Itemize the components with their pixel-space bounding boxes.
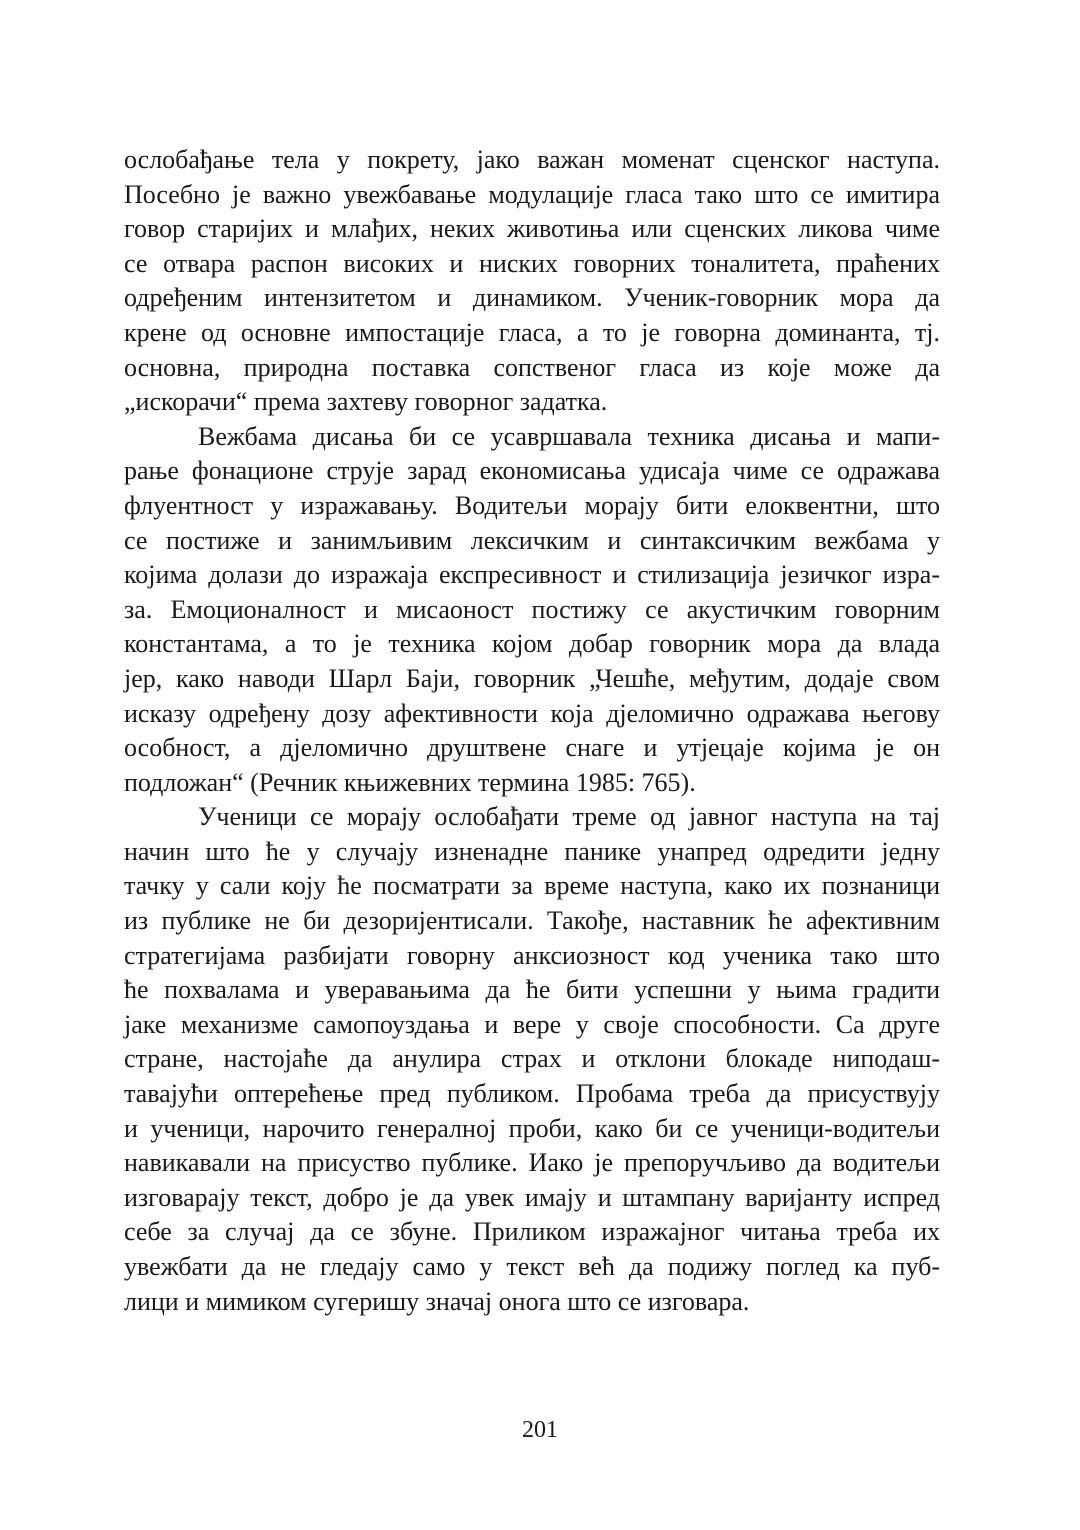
paragraph-3: [124, 800, 940, 1319]
text-line: себе за случај да се збуне. Приликом изражајног читања треба их: [124, 1217, 940, 1247]
text-line: из публике не би дезоријентисали. Такође, наставник ће афективним: [124, 906, 940, 936]
text-line: одређеним интензитетом и динамиком. Ученик-говорник мора да: [124, 283, 940, 313]
text-line: ослобађање тела у покрету, јако важан моменат сценског наступа.: [124, 145, 940, 174]
text-line: јер, како наводи Шарл Бaји, говорник „Чешће, међутим, додаје свом: [124, 663, 940, 693]
text-line: се постиже и занимљивим лексичким и синтаксичким вежбама у: [124, 525, 940, 555]
text-line: Вежбама дисања би се усавршавала техника дисања и мапи-: [198, 421, 940, 451]
text-line: тавајући оптерећење пред публиком. Пробама треба да присуствују: [124, 1079, 940, 1109]
paragraph-2: [124, 420, 940, 801]
text-line: рање фонационе струје зарад економисања удисаја чиме се одражава: [124, 456, 940, 486]
text-line: којима долази до изражаја експресивност и стилизација језичког изра-: [124, 560, 940, 590]
text-line: Ученици се морају ослобађати треме од јавног наступа на тај: [198, 802, 940, 832]
text-line: за. Емоционалност и мисаоност постижу се акустичким говорним: [124, 594, 940, 624]
text-line: и ученици, нарочито генералној проби, како би се ученици-водитељи: [124, 1113, 940, 1143]
text-line: тачку у сали коју ће посматрати за време наступа, како их познаници: [124, 871, 940, 901]
text-line: „искорачи“ према захтеву говорног задатка.: [124, 387, 608, 417]
text-line: ће похвалама и уверавањима да ће бити успешни у њима градити: [124, 975, 940, 1005]
text-line: јаке механизме самопоуздања и вере у своје способности. Са друге: [124, 1009, 940, 1039]
text-line: говор старијих и млађих, неких животиња или сценских ликова чиме: [124, 214, 940, 244]
text-line: увежбати да не гледају само у текст већ да подижу поглед ка пуб-: [124, 1252, 940, 1281]
text-line: стране, настојаће да анулира страх и отклони блокаде ниподаш-: [124, 1044, 940, 1074]
body-text: [124, 143, 940, 1319]
text-line: стратегијама разбијати говорну анксиозност код ученика тако што: [124, 940, 940, 970]
text-line: константама, а то је техника којом добар говорник мора да влада: [124, 629, 940, 659]
page-number: 201: [522, 1417, 558, 1443]
text-line: крене од основне импостације гласа, а то је говорна доминанта, тј.: [124, 317, 940, 347]
text-line: подложан“ (Речник књижевних термина 1985: 765).: [124, 767, 696, 797]
text-line: основна, природна поставка сопственог гласа из које може да: [124, 352, 940, 382]
text-line: навикавали на присуство публике. Иако је препоручљиво да водитељи: [124, 1148, 940, 1178]
text-line: особност, а дјеломично друштвене снаге и утјецаје којима је он: [124, 733, 940, 763]
text-line: исказу одређену дозу афективности која дјеломично одражава његову: [124, 698, 940, 728]
text-line: Посебно је важно увежбавање модулације гласа тако што се имитира: [124, 179, 940, 209]
paragraph-1: [124, 143, 940, 420]
text-line: лици и мимиком сугеришу значај онога што се изговара.: [124, 1286, 750, 1316]
text-line: се отвара распон високих и ниских говорних тоналитета, праћених: [124, 248, 940, 278]
text-line: флуентност у изражавању. Водитељи морају бити елоквентни, што: [124, 490, 940, 520]
text-line: изговарају текст, добро је да увек имају и штампану варијанту испред: [124, 1182, 940, 1212]
text-line: начин што ће у случају изненадне панике унапред одредити једну: [124, 836, 940, 866]
